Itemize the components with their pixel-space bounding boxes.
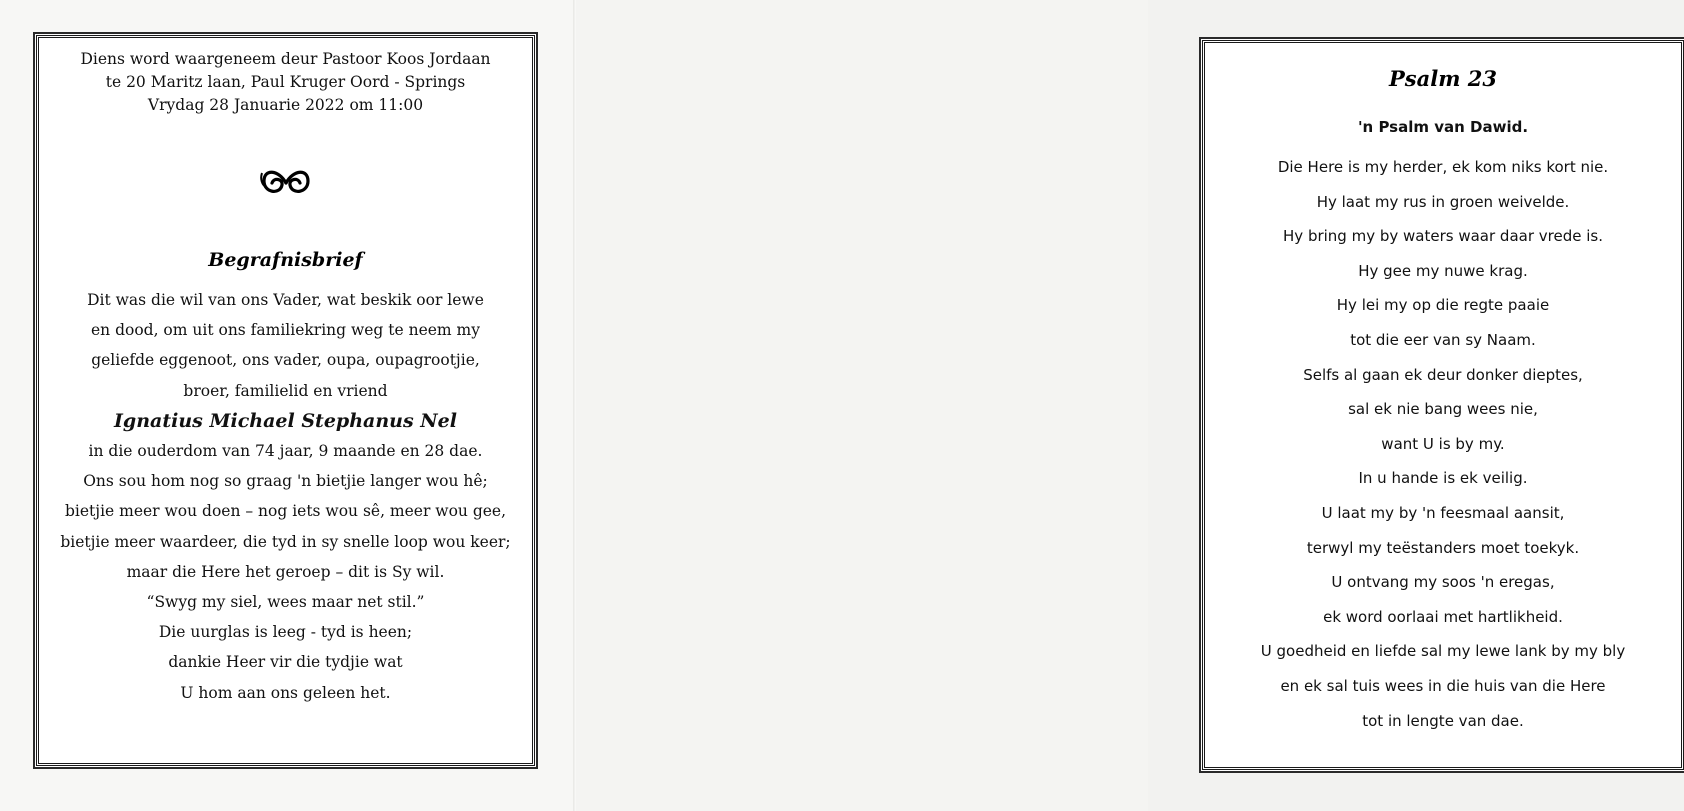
swirl-ornament-icon xyxy=(39,165,532,210)
psalm-line: tot in lengte van dae. xyxy=(1362,711,1524,730)
psalm-line: U goedheid en liefde sal my lewe lank by my bly xyxy=(1260,642,1626,661)
psalm-line: Hy gee my nuwe krag. xyxy=(1358,261,1528,280)
psalm-subtitle: 'n Psalm van Dawid. xyxy=(1357,118,1529,136)
psalm-line: In u hande is ek veilig. xyxy=(1358,469,1528,488)
left-page xyxy=(0,0,576,811)
left-page-frame xyxy=(36,35,535,766)
psalm-line: Die Here is my herder, ek kom niks kort nie. xyxy=(1277,158,1609,176)
service-info-line: te 20 Maritz laan, Paul Kruger Oord - Springs xyxy=(105,73,466,91)
psalm-text xyxy=(1205,150,1681,738)
obituary-line: broer, familielid en vriend xyxy=(183,381,388,400)
obituary-line: Ons sou hom nog so graag 'n bietjie langer wou hê; xyxy=(83,472,488,491)
obituary-text xyxy=(39,285,532,708)
obituary-line: “Swyg my siel, wees maar net stil.” xyxy=(146,593,425,612)
obituary-heading: Begrafnisbrief xyxy=(208,249,363,271)
obituary-line: maar die Here het geroep – dit is Sy wil. xyxy=(126,562,445,581)
psalm-line: Hy laat my rus in groen weivelde. xyxy=(1316,192,1570,211)
psalm-line: U ontvang my soos 'n eregas, xyxy=(1331,573,1555,592)
service-info xyxy=(39,48,532,117)
psalm-line: sal ek nie bang wees nie, xyxy=(1348,400,1538,419)
right-page-frame xyxy=(1202,40,1684,770)
psalm-line: tot die eer van sy Naam. xyxy=(1350,330,1536,349)
psalm-line: terwyl my teëstanders moet toekyk. xyxy=(1306,538,1580,557)
obituary-line: geliefde eggenoot, ons vader, oupa, oupagrootjie, xyxy=(91,351,480,370)
psalm-line: Hy bring my by waters waar daar vrede is. xyxy=(1283,227,1603,246)
obituary-line: bietjie meer waardeer, die tyd in sy snelle loop wou keer; xyxy=(60,532,511,551)
obituary-line: Die uurglas is leeg - tyd is heen; xyxy=(158,623,413,642)
obituary-line: Dit was die wil van ons Vader, wat beskik oor lewe xyxy=(87,291,484,309)
psalm-line: Selfs al gaan ek deur donker dieptes, xyxy=(1303,365,1583,384)
service-info-line: Diens word waargeneem deur Pastoor Koos Jordaan xyxy=(80,50,491,68)
deceased-name: Ignatius Michael Stephanus Nel xyxy=(114,409,457,432)
obituary-line: bietjie meer wou doen – nog iets wou sê, meer wou gee, xyxy=(64,502,507,521)
psalm-heading: Psalm 23 xyxy=(1389,66,1497,91)
obituary-line: dankie Heer vir die tydjie wat xyxy=(168,653,403,672)
right-page xyxy=(576,0,1626,811)
psalm-line: ek word oorlaai met hartlikheid. xyxy=(1323,607,1563,626)
psalm-line: Hy lei my op die regte paaie xyxy=(1336,296,1550,315)
obituary-line: in die ouderdom van 74 jaar, 9 maande en 28 dae. xyxy=(88,442,483,461)
obituary-line: en dood, om uit ons familiekring weg te neem my xyxy=(90,321,481,340)
obituary-line: U hom aan ons geleen het. xyxy=(180,683,391,702)
psalm-line: want U is by my. xyxy=(1381,434,1505,453)
psalm-line: U laat my by 'n feesmaal aansit, xyxy=(1321,503,1565,522)
service-info-line: Vrydag 28 Januarie 2022 om 11:00 xyxy=(147,96,424,114)
psalm-line: en ek sal tuis wees in die huis van die Here xyxy=(1280,676,1606,695)
